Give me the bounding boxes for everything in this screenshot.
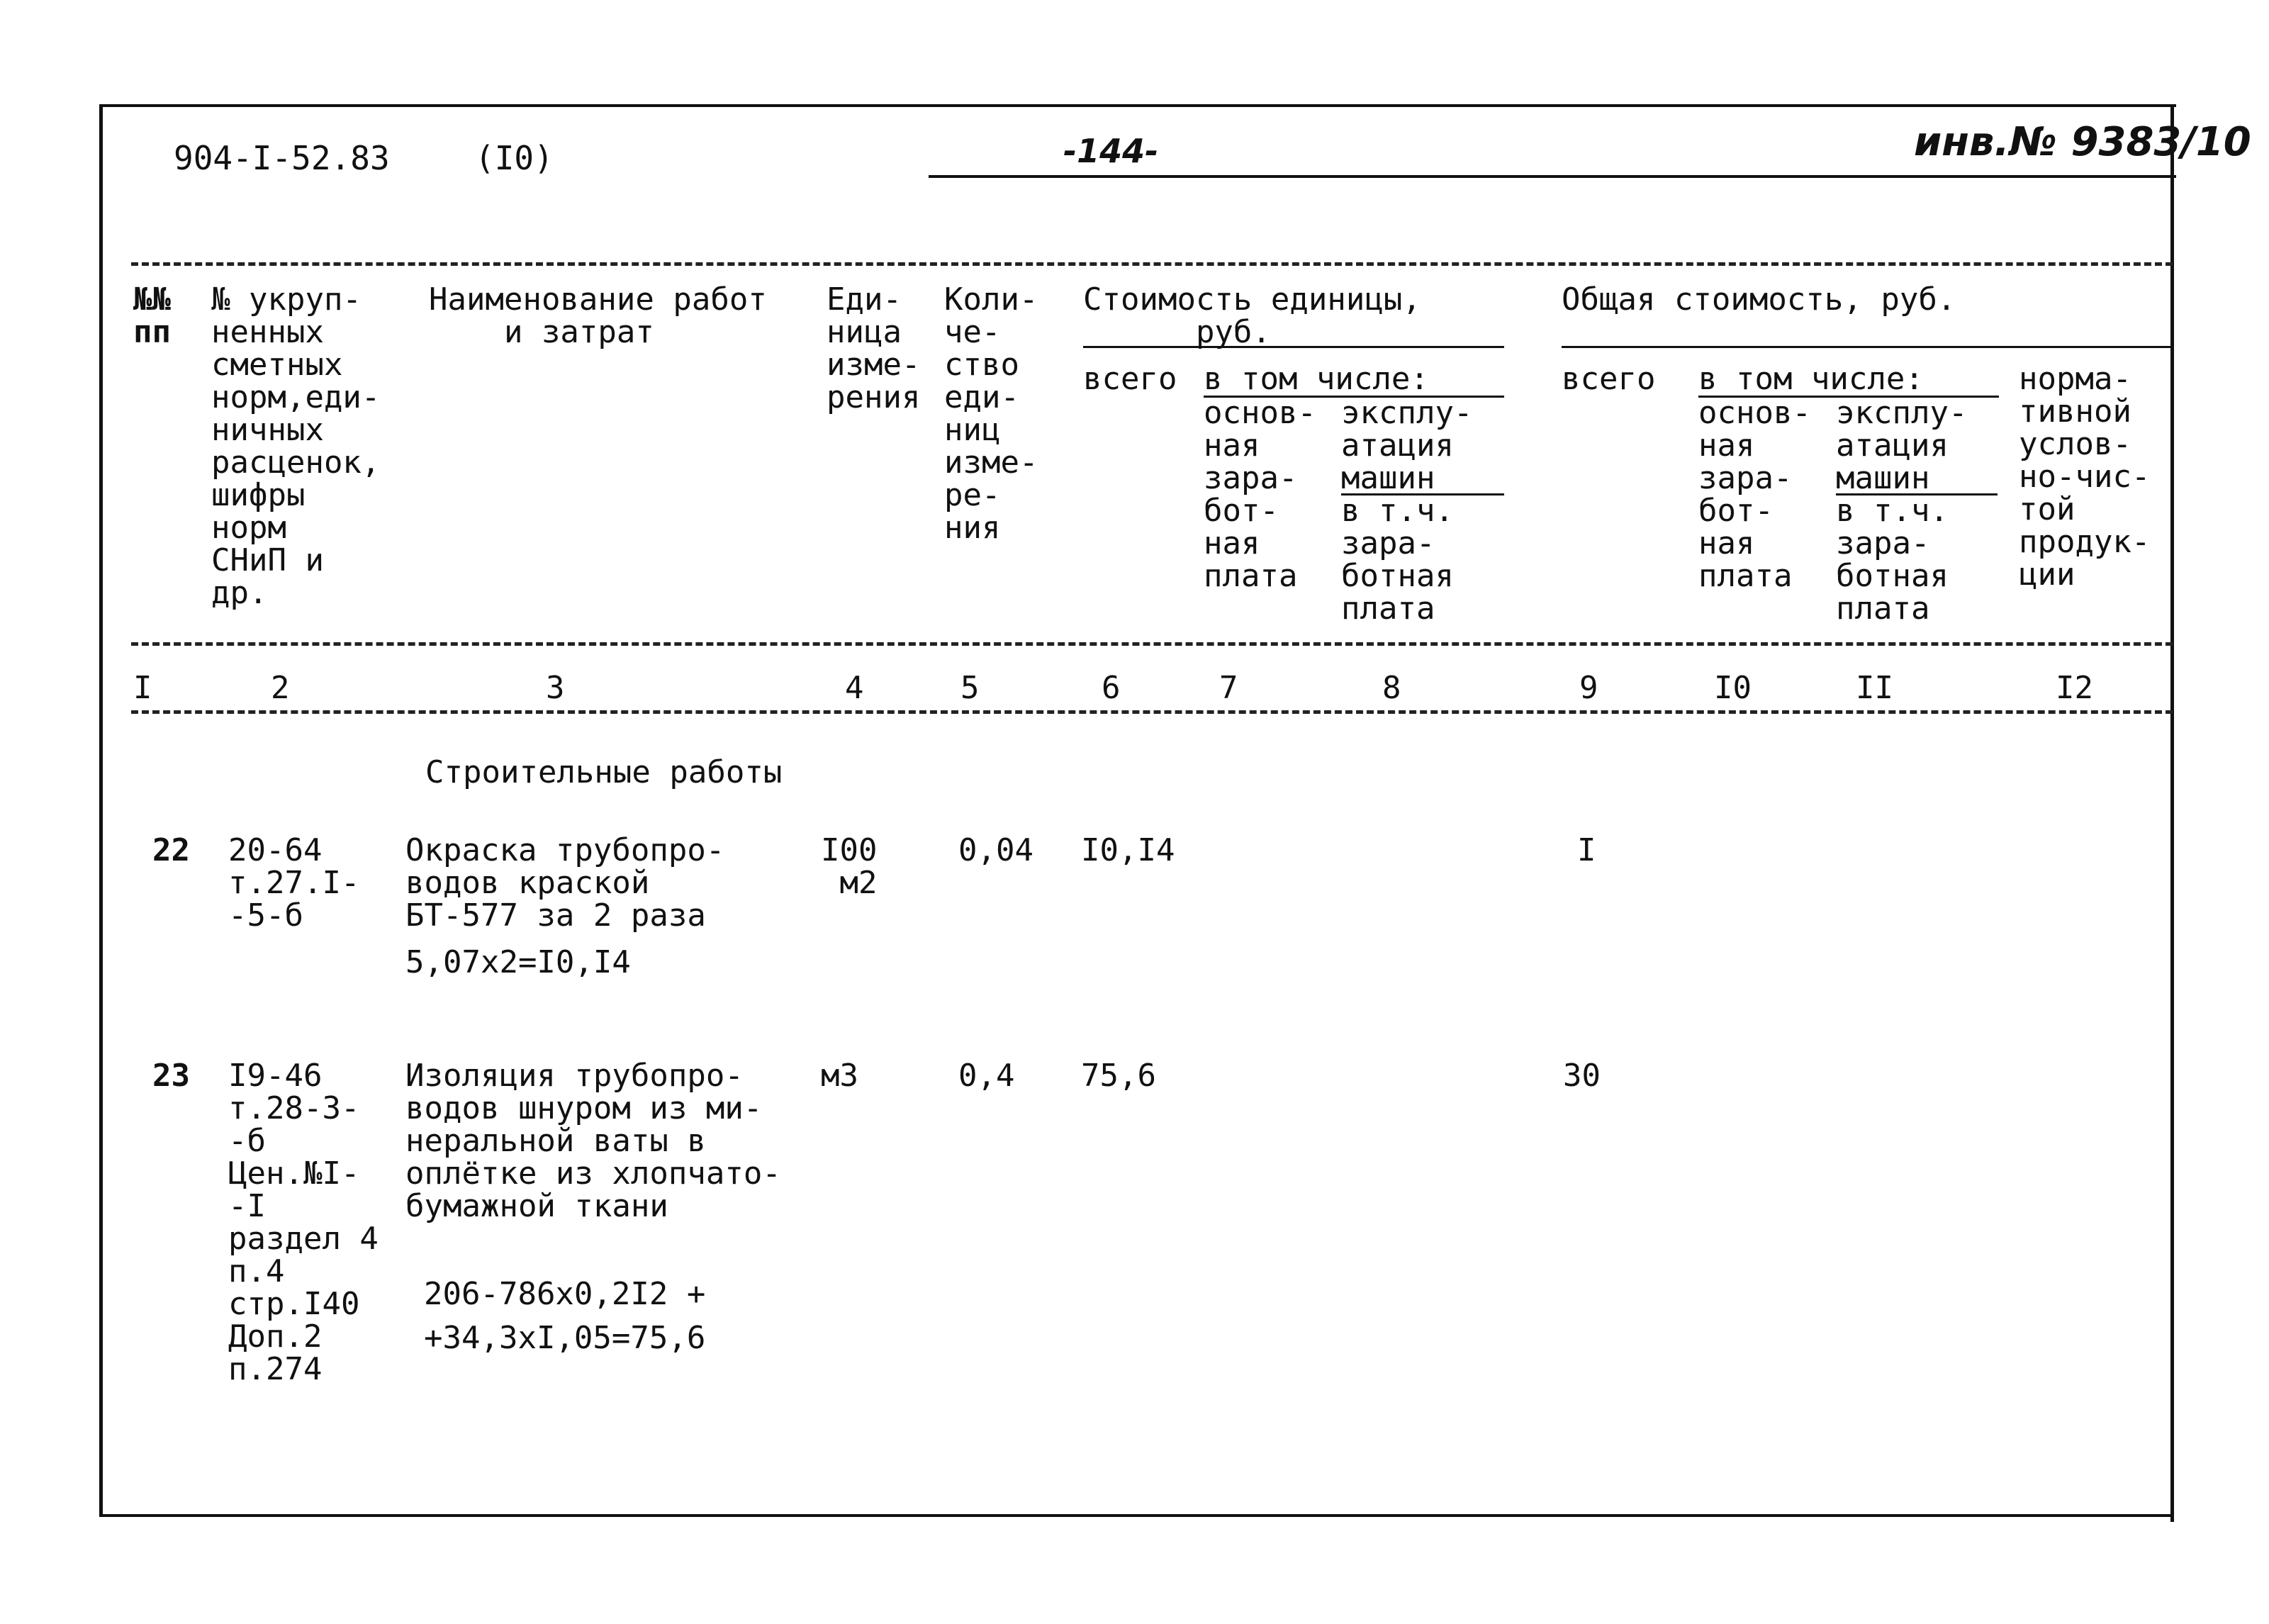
section-title: Строительные работы (425, 754, 783, 790)
col-header-total-machines: эксплу- атация машин (1836, 395, 1968, 496)
left-border-line (99, 104, 103, 1515)
row-22-name: Окраска трубопро- водов краской БТ-577 за 2 раза (405, 832, 725, 934)
col-number-8: 8 (1382, 670, 1401, 706)
col-header-unit: Еди- ница изме- рения (827, 281, 921, 415)
col-header-total: всего (1562, 361, 1656, 397)
row-23-unit: м3 (821, 1058, 858, 1094)
col-number-3: 3 (546, 670, 565, 706)
col-number-10: I0 (1714, 670, 1752, 706)
col-number-2: 2 (271, 670, 290, 706)
col-number-4: 4 (845, 670, 864, 706)
page-number: -144- (1063, 132, 1159, 170)
row-23-number: 23 (152, 1058, 190, 1094)
row-22-code: 20-64 т.27.I- -5-б (228, 832, 360, 934)
row-22-quantity: 0,04 (958, 832, 1033, 868)
doc-part: (I0) (475, 139, 554, 177)
col-header-number: №№ пп (133, 281, 171, 350)
col-header-norm-code: № укруп- ненных сметных норм,еди- ничных расценок, шифры норм СНиП и др. (211, 281, 381, 611)
row-22-unit-total: I0,I4 (1081, 832, 1175, 868)
col-header-unit-machine-wages: в т.ч. зара- ботная плата (1341, 493, 1454, 627)
row-23-total: 30 (1563, 1058, 1601, 1094)
row-23-calc: 206-786х0,2I2 + +34,3хI,05=75,6 (424, 1276, 706, 1356)
header-bottom-line (929, 175, 2176, 178)
row-23-name: Изоляция трубопро- водов шнуром из ми- неральной ваты в оплётке из хлопчато- бумажной ткани (405, 1058, 781, 1224)
col-number-12: I2 (2056, 670, 2093, 706)
table-header-bottom-dashes (131, 642, 2173, 646)
row-23-code: I9-46 т.28-3- -б Цен.№I- -I раздел 4 п.4 стр.I40 Доп.2 п.274 (228, 1058, 379, 1387)
col-number-1: I (133, 670, 152, 706)
col-number-7: 7 (1219, 670, 1238, 706)
row-22-number: 22 (152, 832, 190, 868)
right-border-line (2170, 104, 2174, 1522)
col-header-total-cost: Общая стоимость, руб. (1562, 281, 1956, 318)
row-22-calc: 5,07х2=I0,I4 (405, 944, 631, 980)
col-number-11: II (1856, 670, 1893, 706)
row-23-unit-total: 75,6 (1081, 1058, 1156, 1094)
col-header-work-name: Наименование работ и затрат (429, 281, 767, 350)
col-number-5: 5 (960, 670, 980, 706)
row-22-total: I (1577, 832, 1596, 868)
col-header-total-wages: основ- ная зара- бот- ная плата (1698, 395, 1811, 594)
col-header-unit-total: всего (1083, 361, 1177, 397)
col-header-normative-production: норма- тивной услов- но-чис- той продук- ции (2019, 361, 2151, 593)
col-header-unit-machines: эксплу- атация машин (1341, 395, 1473, 496)
inventory-number: инв.№ 9383/10 (1914, 119, 2251, 165)
col-header-total-incl: в том числе: (1698, 361, 1924, 397)
col-header-unit-incl: в том числе: (1204, 361, 1429, 397)
col-header-total-machine-wages: в т.ч. зара- ботная плата (1836, 493, 1949, 627)
col-numbers-dashes (131, 710, 2173, 714)
row-22-unit: I00 м2 (821, 832, 878, 901)
table-header-top-dashes (131, 262, 2173, 266)
col-number-9: 9 (1579, 670, 1598, 706)
col-header-unit-wages: основ- ная зара- бот- ная плата (1204, 395, 1316, 594)
row-23-quantity: 0,4 (958, 1058, 1015, 1094)
doc-code: 904-I-52.83 (174, 139, 390, 177)
top-border-line (99, 104, 2176, 107)
unit-cost-underline (1083, 346, 1504, 348)
col-number-6: 6 (1102, 670, 1121, 706)
bottom-border-line (99, 1514, 2173, 1517)
total-cost-underline (1562, 346, 2171, 348)
col-header-quantity: Коли- че- ство еди- ниц изме- ре- ния (944, 281, 1038, 546)
col-header-unit-cost: Стоимость единицы, руб. (1083, 281, 1421, 350)
